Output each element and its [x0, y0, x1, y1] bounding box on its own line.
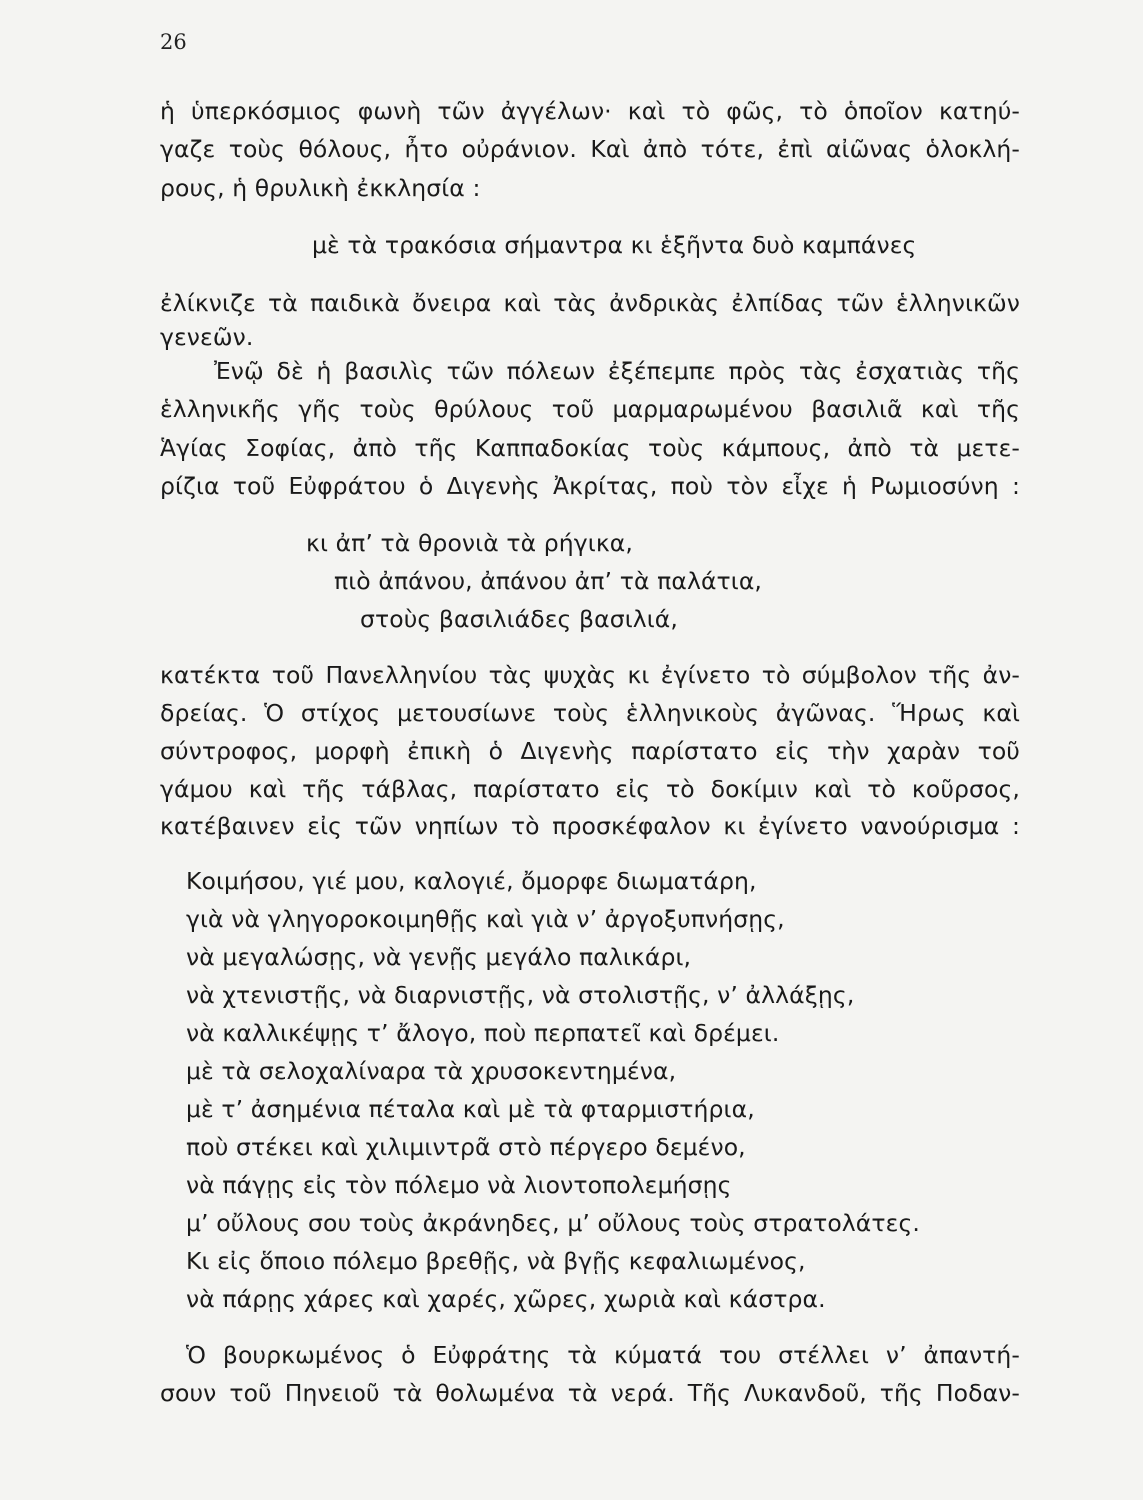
text-line: κατέβαινεν εἰς τῶν νηπίων τὸ προσκέφαλον κι ἐγίνετο νανούρισμα :: [160, 812, 1020, 840]
verse-line: νὰ μεγαλώσῃς, νὰ γενῇς μεγάλο παλικάρι,: [186, 943, 692, 971]
text-line: κατέκτα τοῦ Πανελληνίου τὰς ψυχὰς κι ἐγίνετο τὸ σύμβολον τῆς ἀν-: [160, 661, 1020, 689]
verse-line: πιὸ ἀπάνου, ἀπάνου ἀπ’ τὰ παλάτια,: [334, 567, 763, 595]
page-number: 26: [160, 30, 187, 54]
verse-line: μ’ οὔλους σου τοὺς ἀκράνηδες, μ’ οὔλους τοὺς στρατολάτες.: [186, 1209, 920, 1237]
text-line: γενεῶν.: [160, 323, 254, 351]
text-line: Ἁγίας Σοφίας, ἀπὸ τῆς Καππαδοκίας τοὺς κάμπους, ἀπὸ τὰ μετε-: [160, 434, 1020, 462]
verse-line: νὰ καλλικέψῃς τ’ ἄλογο, ποὺ περπατεῖ καὶ δρέμει.: [186, 1019, 780, 1047]
text-line: δρείας. Ὁ στίχος μετουσίωνε τοὺς ἑλληνικοὺς ἀγῶνας. Ἥρως καὶ: [160, 699, 1020, 727]
verse-line: Κοιμήσου, γιέ μου, καλογιέ, ὄμορφε διωματάρη,: [186, 867, 757, 895]
verse-line: μὲ τὰ σελοχαλίναρα τὰ χρυσοκεντημένα,: [186, 1057, 677, 1085]
verse-line: νὰ πάγῃς εἰς τὸν πόλεμο νὰ λιοντοπολεμήσῃς: [186, 1171, 732, 1199]
verse-line: νὰ πάρῃς χάρες καὶ χαρές, χῶρες, χωριὰ καὶ κάστρα.: [186, 1285, 826, 1313]
text-line: γαζε τοὺς θόλους, ἦτο οὐράνιον. Καὶ ἀπὸ τότε, ἐπὶ αἰῶνας ὁλοκλή-: [160, 135, 1020, 163]
text-line: Ὁ βουρκωμένος ὁ Εὐφράτης τὰ κύματά του στέλλει ν’ ἀπαντή-: [186, 1341, 1020, 1369]
text-line: ρίζια τοῦ Εὐφράτου ὁ Διγενὴς Ἀκρίτας, ποὺ τὸν εἶχε ἡ Ρωμιοσύνη :: [160, 472, 1020, 500]
verse-line: μὲ τ’ ἀσημένια πέταλα καὶ μὲ τὰ φταρμιστήρια,: [186, 1095, 755, 1123]
verse-line: νὰ χτενιστῇς, νὰ διαρνιστῇς, νὰ στολιστῇς, ν’ ἀλλάξῃς,: [186, 981, 855, 1009]
text-line: ἑλληνικῆς γῆς τοὺς θρύλους τοῦ μαρμαρωμένου βασιλιᾶ καὶ τῆς: [160, 395, 1020, 423]
verse-line: μὲ τὰ τρακόσια σήμαντρα κι ἑξῆντα δυὸ καμπάνες: [312, 231, 917, 259]
text-line: Ἐνῷ δὲ ἡ βασιλὶς τῶν πόλεων ἐξέπεμπε πρὸς τὰς ἐσχατιὰς τῆς: [214, 357, 1020, 385]
text-line: ἡ ὑπερκόσμιος φωνὴ τῶν ἀγγέλων· καὶ τὸ φῶς, τὸ ὁποῖον κατηύ-: [160, 97, 1020, 125]
verse-line: Κι εἰς ὅποιο πόλεμο βρεθῇς, νὰ βγῇς κεφαλιωμένος,: [186, 1247, 806, 1275]
text-line: σουν τοῦ Πηνειοῦ τὰ θολωμένα τὰ νερά. Τῆς Λυκανδοῦ, τῆς Ποδαν-: [160, 1379, 1020, 1407]
text-line: γάμου καὶ τῆς τάβλας, παρίστατο εἰς τὸ δοκίμιν καὶ τὸ κοῦρσος,: [160, 775, 1020, 803]
verse-line: ποὺ στέκει καὶ χιλιμιντρᾶ στὸ πέργερο δεμένο,: [186, 1133, 746, 1161]
verse-line: κι ἀπ’ τὰ θρονιὰ τὰ ρήγικα,: [306, 529, 633, 557]
text-line: ρους, ἡ θρυλικὴ ἐκκλησία :: [160, 174, 481, 202]
verse-line: στοὺς βασιλιάδες βασιλιά,: [360, 605, 678, 633]
text-line: σύντροφος, μορφὴ ἐπικὴ ὁ Διγενὴς παρίστατο εἰς τὴν χαρὰν τοῦ: [160, 737, 1020, 765]
text-line: ἐλίκνιζε τὰ παιδικὰ ὄνειρα καὶ τὰς ἀνδρικὰς ἐλπίδας τῶν ἑλληνικῶν: [160, 289, 1020, 317]
verse-line: γιὰ νὰ γληγοροκοιμηθῇς καὶ γιὰ ν’ ἀργοξυπνήσῃς,: [186, 905, 785, 933]
